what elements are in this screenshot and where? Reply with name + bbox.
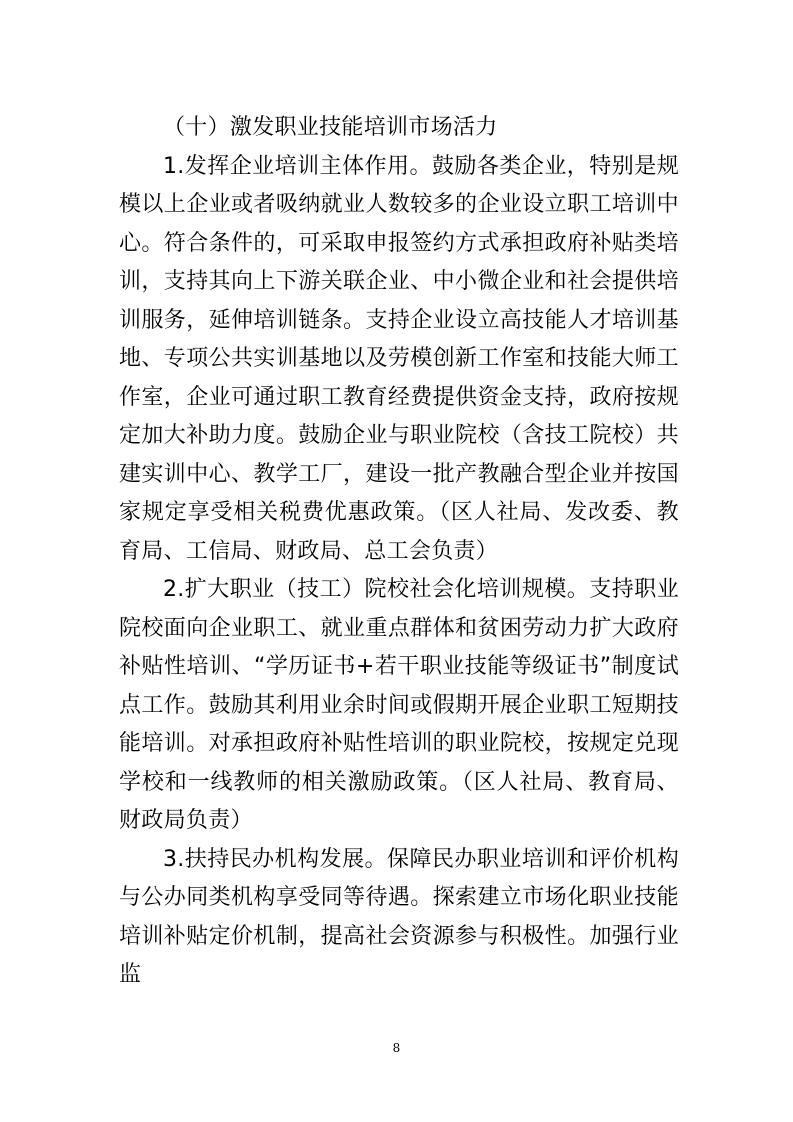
section-heading: （十）激发职业技能培训市场活力 bbox=[163, 115, 498, 140]
paragraph-1: 1.发挥企业培训主体作用。鼓励各类企业，特别是规模以上企业或者吸纳就业人数较多的企业设立职工培训中心。符合条件的，可采取申报签约方式承担政府补贴类培训，支持其向上下游关联企业、中小微企业和社会提供培训服务，延伸培训链条。支持企业设立高技能人才培训基地、专项公共实训基地以及劳模创新工作室和技能大师工作室，企业可通过职工教育经费提供资金支持，政府按规定加大补助力度。鼓励企业与职业院校（含技工院校）共建实训中心、教学工厂，建设一批产教融合型企业并按国家规定享受相关税费优惠政策。（区人社局、发改委、教育局、工信局、财政局、总工会负责） bbox=[119, 153, 679, 564]
paragraph-3: 3.扶持民办机构发展。保障民办职业培训和评价机构与公办同类机构享受同等待遇。探索建立市场化职业技能培训补贴定价机制，提高社会资源参与积极性。加强行业监 bbox=[119, 846, 679, 987]
document-body bbox=[119, 109, 679, 995]
paragraph-2: 2.扩大职业（技工）院校社会化培训规模。支持职业院校面向企业职工、就业重点群体和贫困劳动力扩大政府补贴性培训、“学历证书+若干职业技能等级证书”制度试点工作。鼓励其利用业余时间或假期开展企业职工短期技能培训。对承担政府补贴性培训的职业院校，按规定兑现学校和一线教师的相关激励政策。（区人社局、教育局、财政局负责） bbox=[119, 577, 679, 833]
page-number: 8 bbox=[392, 1041, 401, 1055]
